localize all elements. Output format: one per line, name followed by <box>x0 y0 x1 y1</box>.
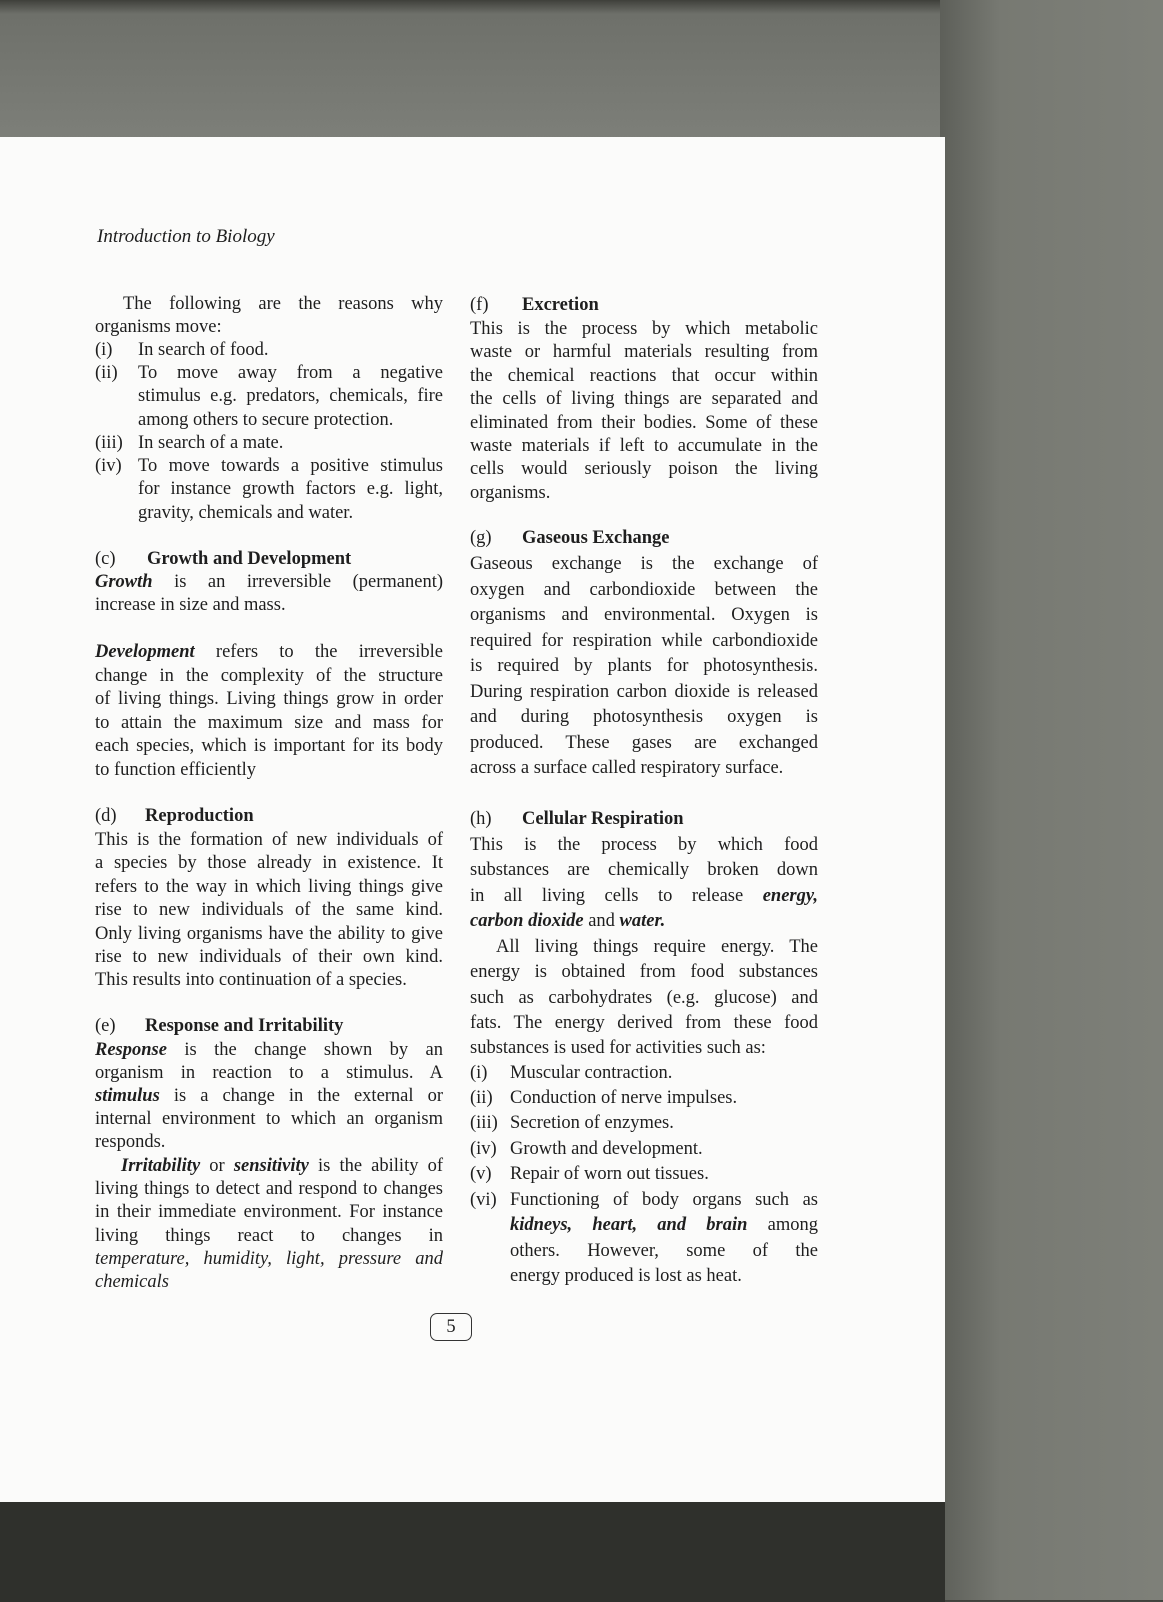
text-run: in all living cells to release <box>470 885 763 906</box>
text-line <box>470 808 818 831</box>
text-run: Gaseous exchange is the exchange of <box>470 554 818 574</box>
reasons-intro <box>95 293 443 340</box>
emphasis-term: Excretion <box>522 295 599 315</box>
text-run: change in the complexity of the structure <box>95 665 443 686</box>
text-line <box>95 899 443 922</box>
response-para <box>95 1039 443 1154</box>
text-run: of living things. Living things grow in order <box>95 689 443 709</box>
running-header: Introduction to Biology <box>97 226 275 247</box>
text-run: organisms and environmental. Oxygen is <box>470 605 818 625</box>
text-run: This is the formation of new individuals of <box>95 830 443 850</box>
text-line <box>470 1188 818 1213</box>
text-run: Repair of worn out tissues. <box>510 1164 709 1184</box>
text-line <box>470 858 818 883</box>
text-run: in their immediate environment. For instance <box>95 1202 443 1223</box>
text-line <box>95 409 443 432</box>
text-line <box>95 385 443 408</box>
heading-f <box>470 294 818 317</box>
text-line <box>470 365 818 388</box>
text-run: refers to the irreversible <box>194 642 443 662</box>
text-run: stimulus e.g. predators, chemicals, fire <box>138 386 443 407</box>
text-line <box>470 578 818 604</box>
text-line <box>470 1239 818 1264</box>
text-run: eliminated from their bodies. Some of these <box>470 412 818 433</box>
text-run: Growth and development. <box>510 1139 703 1159</box>
item-label: (iv) <box>470 1139 497 1159</box>
emphasis-term: energy, <box>762 885 818 906</box>
text-run: waste or harmful materials resulting from <box>470 342 818 363</box>
text-run: substances is used for activities such as: <box>470 1038 766 1059</box>
item-label: (i) <box>95 340 113 360</box>
text-line <box>95 1015 443 1038</box>
emphasis-term: temperature, humidity, light, pressure and <box>95 1248 443 1269</box>
emphasis-term: chemicals <box>95 1271 169 1292</box>
text-line <box>95 1178 443 1201</box>
heading-g <box>470 527 818 550</box>
text-line <box>470 458 818 481</box>
text-line <box>95 432 443 455</box>
item-label: (h) <box>470 809 492 829</box>
text-run: Muscular contraction. <box>510 1063 673 1083</box>
text-line <box>470 909 818 934</box>
text-line <box>95 1248 443 1271</box>
activity-ii <box>470 1086 818 1111</box>
text-run: is required by plants for photosynthesis. <box>470 656 818 676</box>
activity-i <box>470 1061 818 1086</box>
text-run: each species, which is important for its body <box>95 736 443 756</box>
item-label: (d) <box>95 806 117 826</box>
text-line <box>470 412 818 435</box>
reason-iii <box>95 432 443 455</box>
text-run: organism in reaction to a stimulus. A <box>95 1063 443 1084</box>
text-line <box>470 603 818 629</box>
text-line <box>95 829 443 852</box>
text-run: living things to detect and respond to changes <box>95 1179 443 1200</box>
text-line <box>95 852 443 875</box>
text-line <box>470 705 818 731</box>
reason-i <box>95 339 443 362</box>
emphasis-term: sensitivity <box>233 1156 309 1176</box>
text-line <box>470 654 818 680</box>
item-label: (i) <box>470 1063 488 1083</box>
text-run: others. However, some of the <box>510 1240 818 1261</box>
text-line <box>470 1213 818 1238</box>
text-run: Only living organisms have the ability to give <box>95 923 443 944</box>
emphasis-term: stimulus <box>95 1086 160 1107</box>
text-run: is the change shown by an <box>166 1040 443 1060</box>
heading-c <box>95 548 443 571</box>
text-line <box>470 935 818 960</box>
text-run: required for respiration while carbondioxide <box>470 630 818 651</box>
respiration-para <box>470 833 818 934</box>
item-label: (f) <box>470 295 489 315</box>
text-line <box>95 641 443 665</box>
text-run: waste materials if left to accumulate in the <box>470 435 818 456</box>
text-run: This results into continuation of a species. <box>95 970 407 991</box>
text-line <box>95 969 443 992</box>
text-run: energy produced is lost as heat. <box>510 1265 742 1286</box>
reproduction-para <box>95 829 443 993</box>
text-run: Conduction of nerve impulses. <box>510 1088 738 1108</box>
text-line <box>470 1162 818 1187</box>
text-run: is a change in the external or <box>159 1086 443 1107</box>
text-run: In search of a mate. <box>138 433 284 453</box>
text-run: This is the process by which metabolic <box>470 319 818 339</box>
text-run: increase in size and mass. <box>95 595 286 616</box>
development-para <box>95 641 443 782</box>
text-run: The following are the reasons why <box>123 294 443 314</box>
item-label: (ii) <box>470 1088 493 1108</box>
item-label: (iv) <box>95 456 122 476</box>
item-label: (iii) <box>470 1113 498 1133</box>
text-run: cells would seriously poison the living <box>470 459 818 480</box>
text-line <box>470 482 818 505</box>
text-line <box>95 923 443 946</box>
text-line <box>95 1271 443 1294</box>
emphasis-term: Response <box>95 1040 167 1060</box>
text-run: a species by those already in existence. It <box>95 853 443 874</box>
text-line <box>95 1201 443 1224</box>
text-line <box>470 341 818 364</box>
text-run: is the ability of <box>308 1156 443 1176</box>
reason-ii <box>95 362 443 432</box>
text-run: During respiration carbon dioxide is released <box>470 681 818 702</box>
item-label: (c) <box>95 549 116 569</box>
text-line <box>470 318 818 341</box>
heading-h <box>470 808 818 831</box>
text-line <box>95 1225 443 1248</box>
text-run: In search of food. <box>138 340 269 360</box>
text-line <box>95 688 443 712</box>
text-line <box>95 1155 443 1178</box>
text-run: substances are chemically broken down <box>470 860 818 881</box>
text-line <box>95 594 443 617</box>
text-line <box>95 478 443 501</box>
activity-vi <box>470 1188 818 1289</box>
text-line <box>95 876 443 899</box>
text-line <box>95 548 443 571</box>
text-line <box>95 1062 443 1085</box>
text-line <box>470 756 818 782</box>
reason-iv <box>95 455 443 525</box>
emphasis-term: Irritability <box>121 1156 201 1176</box>
text-line <box>470 960 818 985</box>
text-line <box>95 735 443 759</box>
text-run: All living things require energy. The <box>496 937 818 957</box>
text-run: and <box>583 910 620 931</box>
text-line <box>95 1085 443 1108</box>
text-run: To move towards a positive stimulus <box>138 456 443 476</box>
emphasis-term: Growth <box>95 572 153 592</box>
text-line <box>95 362 443 385</box>
text-line <box>95 316 443 339</box>
text-line <box>95 502 443 525</box>
text-run: across a surface called respiratory surface. <box>470 758 784 778</box>
text-run: the chemical reactions that occur within <box>470 365 818 386</box>
text-run: energy is obtained from food substances <box>470 962 818 983</box>
text-line <box>95 805 443 828</box>
text-line <box>95 1039 443 1062</box>
energy-para <box>470 935 818 1061</box>
text-line <box>470 294 818 317</box>
text-run: for instance growth factors e.g. light, <box>138 479 443 500</box>
item-label: (vi) <box>470 1190 497 1210</box>
text-run: oxygen and carbondioxide between the <box>470 579 818 600</box>
item-label: (ii) <box>95 363 118 383</box>
text-run: such as carbohydrates (e.g. glucose) and <box>470 987 818 1008</box>
emphasis-term: Gaseous Exchange <box>522 528 670 548</box>
text-line <box>470 680 818 706</box>
emphasis-term: water. <box>619 910 666 931</box>
text-line <box>470 388 818 411</box>
text-line <box>95 1131 443 1154</box>
text-run: is an irreversible (permanent) <box>152 572 443 592</box>
emphasis-term: carbon dioxide <box>470 910 584 931</box>
text-line <box>95 293 443 316</box>
growth-para <box>95 571 443 618</box>
text-run: refers to the way in which living things give <box>95 876 443 897</box>
emphasis-term: Growth and Development <box>147 549 352 569</box>
text-line <box>470 1111 818 1136</box>
text-line <box>470 1061 818 1086</box>
heading-e <box>95 1015 443 1038</box>
text-line <box>470 986 818 1011</box>
text-run: living things react to changes in <box>95 1225 443 1246</box>
text-line <box>470 435 818 458</box>
text-line <box>470 884 818 909</box>
text-line <box>95 759 443 783</box>
activity-v <box>470 1162 818 1187</box>
text-line <box>95 455 443 478</box>
text-run: fats. The energy derived from these food <box>470 1012 818 1033</box>
text-run: rise to new individuals of their own kind. <box>95 946 443 967</box>
text-run: gravity, chemicals and water. <box>138 502 354 523</box>
text-run: the cells of living things are separated and <box>470 389 818 410</box>
emphasis-term: Cellular Respiration <box>522 809 684 829</box>
text-run: among others to secure protection. <box>138 409 394 430</box>
text-run: rise to new individuals of the same kind. <box>95 900 443 921</box>
text-line <box>470 1011 818 1036</box>
text-run: To move away from a negative <box>138 363 443 383</box>
text-line <box>95 339 443 362</box>
text-run: This is the process by which food <box>470 835 818 855</box>
text-run: among <box>747 1215 818 1236</box>
text-run: responds. <box>95 1132 166 1153</box>
irritability-para <box>95 1155 443 1294</box>
item-label: (v) <box>470 1164 492 1184</box>
text-run: and during photosynthesis oxygen is <box>470 707 818 727</box>
emphasis-term: kidneys, heart, and brain <box>510 1215 748 1236</box>
text-line <box>470 731 818 757</box>
text-line <box>470 1036 818 1061</box>
text-run: organisms move: <box>95 317 222 338</box>
text-line <box>470 629 818 655</box>
emphasis-term: Development <box>95 642 195 662</box>
item-label: (iii) <box>95 433 123 453</box>
scanner-background <box>940 0 1163 1600</box>
emphasis-term: Response and Irritability <box>145 1016 344 1036</box>
heading-d <box>95 805 443 828</box>
emphasis-term: Reproduction <box>145 806 254 826</box>
activity-iii <box>470 1111 818 1136</box>
text-line <box>470 833 818 858</box>
text-line <box>95 571 443 594</box>
text-run: or <box>200 1156 234 1176</box>
text-line <box>470 1264 818 1289</box>
text-line <box>470 552 818 578</box>
text-line <box>95 1108 443 1131</box>
text-line <box>470 1137 818 1162</box>
item-label: (g) <box>470 528 492 548</box>
item-label: (e) <box>95 1016 116 1036</box>
text-run: organisms. <box>470 482 551 503</box>
text-run: to attain the maximum size and mass for <box>95 712 443 733</box>
text-line <box>470 1086 818 1111</box>
text-run: to function efficiently <box>95 759 256 780</box>
text-line <box>95 665 443 689</box>
text-line <box>95 946 443 969</box>
text-run: Secretion of enzymes. <box>510 1113 674 1133</box>
page-number: 5 <box>430 1313 472 1341</box>
excretion-para <box>470 318 818 505</box>
text-run: internal environment to which an organism <box>95 1109 443 1130</box>
text-line <box>95 712 443 736</box>
text-line <box>470 527 818 550</box>
gaseous-para <box>470 552 818 782</box>
scanner-shadow <box>0 1502 945 1602</box>
activity-iv <box>470 1137 818 1162</box>
text-run: Functioning of body organs such as <box>510 1190 818 1210</box>
text-run: produced. These gases are exchanged <box>470 732 818 753</box>
